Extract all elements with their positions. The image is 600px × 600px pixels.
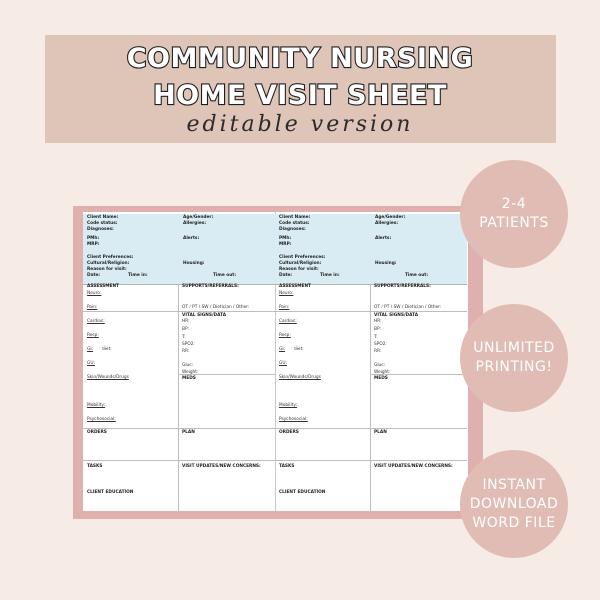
field-label-gi: GI: (87, 347, 94, 352)
field-label-client-education: CLIENT EDUCATION (279, 490, 326, 495)
grid-line (275, 428, 467, 429)
field-label-neuro: Neuro: (279, 291, 294, 296)
field-label-plan: PLAN (182, 430, 195, 435)
field-label-tasks: TASKS (279, 464, 295, 469)
form-half-right (275, 212, 467, 511)
field-label-cultural-religion: Cultural/Religion: (279, 261, 322, 266)
field-label-referral-options: OT / PT / SW / Dietician / Other: (182, 305, 250, 310)
field-label-gluc: Gluc: (182, 363, 194, 368)
field-label-allergies: Allergies: (183, 221, 207, 226)
field-label-mobility: Mobility: (279, 403, 298, 408)
badge-line: PRINTING! (475, 359, 553, 375)
grid-line (83, 428, 275, 429)
field-label-supports-referrals: SUPPORTS/REFERRALS: (182, 284, 239, 289)
field-label-gi: GI: (279, 347, 286, 352)
field-label-vital-signs: VITAL SIGNS/DATA (182, 313, 227, 318)
field-label-alerts: Alerts: (183, 236, 200, 241)
subtitle-script: editable version (186, 112, 414, 137)
field-label-client-name: Client Name: (87, 215, 119, 220)
grid-line (370, 284, 371, 432)
field-label-age-gender: Age/Gender: (183, 215, 214, 220)
badge-line: 2-4 (501, 196, 527, 212)
field-label-date: Date: (87, 273, 101, 278)
field-label-pain: Pain: (87, 305, 98, 310)
field-label-reason-for-visit: Reason for visit: (87, 267, 127, 272)
field-label-cardiac: Cardiac: (87, 319, 105, 324)
field-label-age-gender: Age/Gender: (375, 215, 406, 220)
form-half-left (83, 212, 276, 511)
field-label-housing: Housing: (183, 261, 205, 266)
grid-line (83, 460, 275, 461)
field-label-rr: RR: (182, 349, 190, 354)
sheet-preview (83, 212, 468, 511)
grid-line (178, 460, 179, 511)
badge-download (460, 450, 568, 558)
field-label-diagnoses: Diagnoses: (87, 227, 114, 232)
field-label-gluc: Gluc: (374, 363, 386, 368)
field-label-assessment: ASSESSMENT (279, 284, 311, 289)
field-label-t: T: (182, 335, 186, 340)
field-label-assessment: ASSESSMENT (87, 284, 119, 289)
field-label-cultural-religion: Cultural/Religion: (87, 261, 130, 266)
field-label-skin: Skin/Wounds/Drugs (87, 375, 129, 380)
field-label-vital-signs: VITAL SIGNS/DATA (374, 313, 419, 318)
field-label-client-education: CLIENT EDUCATION (87, 490, 134, 495)
field-label-diet: diet: (102, 347, 112, 352)
field-label-meds: MEDS (182, 376, 196, 381)
grid-line (370, 428, 371, 460)
field-label-weight: Weight: (374, 370, 391, 375)
grid-line (275, 460, 467, 461)
grid-line (370, 460, 371, 511)
field-label-psychosocial: Psychosocial: (279, 417, 308, 422)
field-label-client-preferences: Client Preferences: (87, 255, 134, 260)
field-label-reason-for-visit: Reason for visit: (279, 267, 319, 272)
grid-line (178, 428, 179, 460)
badge-line: UNLIMITED (473, 340, 555, 356)
badge-printing (460, 304, 568, 412)
field-label-mrp: MRP: (279, 242, 292, 247)
field-label-tasks: TASKS (87, 464, 103, 469)
field-label-diet: diet: (294, 347, 304, 352)
badge-line: PATIENTS (479, 215, 549, 231)
badge-line: DOWNLOAD (469, 495, 559, 512)
field-label-housing: Housing: (375, 261, 397, 266)
field-label-mrp: MRP: (87, 242, 100, 247)
title-line-1: COMMUNITY NURSING (126, 43, 474, 74)
field-label-orders: ORDERS (87, 430, 107, 435)
field-label-date: Date: (279, 273, 293, 278)
field-label-time-in: Time in: (128, 273, 148, 278)
field-label-spo2: SPO2: (182, 342, 195, 347)
field-label-gu: GU: (279, 361, 287, 366)
field-label-visit-updates: VISIT UPDATES/NEW CONCERNS: (374, 464, 453, 469)
field-label-resp: Resp: (279, 333, 291, 338)
field-label-referral-options: OT / PT / SW / Dietician / Other: (374, 305, 442, 310)
field-label-plan: PLAN (374, 430, 387, 435)
field-label-client-name: Client Name: (279, 215, 311, 220)
field-label-rr: RR: (374, 349, 382, 354)
field-label-alerts: Alerts: (375, 236, 392, 241)
field-label-code-status: Code status: (279, 221, 310, 226)
field-label-skin: Skin/Wounds/Drugs (279, 375, 321, 380)
grid-line (178, 284, 179, 432)
field-label-time-out: Time out: (213, 273, 237, 278)
field-label-mobility: Mobility: (87, 403, 106, 408)
field-label-pmh: PMh: (87, 236, 100, 241)
field-label-psychosocial: Psychosocial: (87, 417, 116, 422)
field-label-gu: GU: (87, 361, 95, 366)
field-label-pain: Pain: (279, 305, 290, 310)
field-label-bp: BP: (182, 327, 189, 332)
field-label-bp: BP: (374, 327, 381, 332)
grid-line (275, 311, 467, 312)
grid-line (83, 311, 275, 312)
field-label-allergies: Allergies: (375, 221, 399, 226)
badge-patients (460, 160, 568, 268)
field-label-neuro: Neuro: (87, 291, 102, 296)
field-label-t: T: (374, 335, 378, 340)
field-label-diagnoses: Diagnoses: (279, 227, 306, 232)
field-label-hr: HR: (182, 319, 190, 324)
field-label-weight: Weight: (182, 370, 199, 375)
field-label-resp: Resp: (87, 333, 99, 338)
field-label-client-preferences: Client Preferences: (279, 255, 326, 260)
field-label-visit-updates: VISIT UPDATES/NEW CONCERNS: (182, 464, 261, 469)
field-label-orders: ORDERS (279, 430, 299, 435)
title-line-2: HOME VISIT SHEET (153, 80, 447, 111)
field-label-cardiac: Cardiac: (279, 319, 297, 324)
field-label-hr: HR: (374, 319, 382, 324)
field-label-meds: MEDS (374, 376, 388, 381)
field-label-pmh: PMh: (279, 236, 292, 241)
field-label-time-in: Time in: (320, 273, 340, 278)
badge-line: WORD FILE (472, 514, 556, 531)
field-label-code-status: Code status: (87, 221, 118, 226)
field-label-supports-referrals: SUPPORTS/REFERRALS: (374, 284, 431, 289)
field-label-spo2: SPO2: (374, 342, 387, 347)
badge-line: INSTANT (482, 476, 546, 493)
field-label-time-out: Time out: (405, 273, 429, 278)
